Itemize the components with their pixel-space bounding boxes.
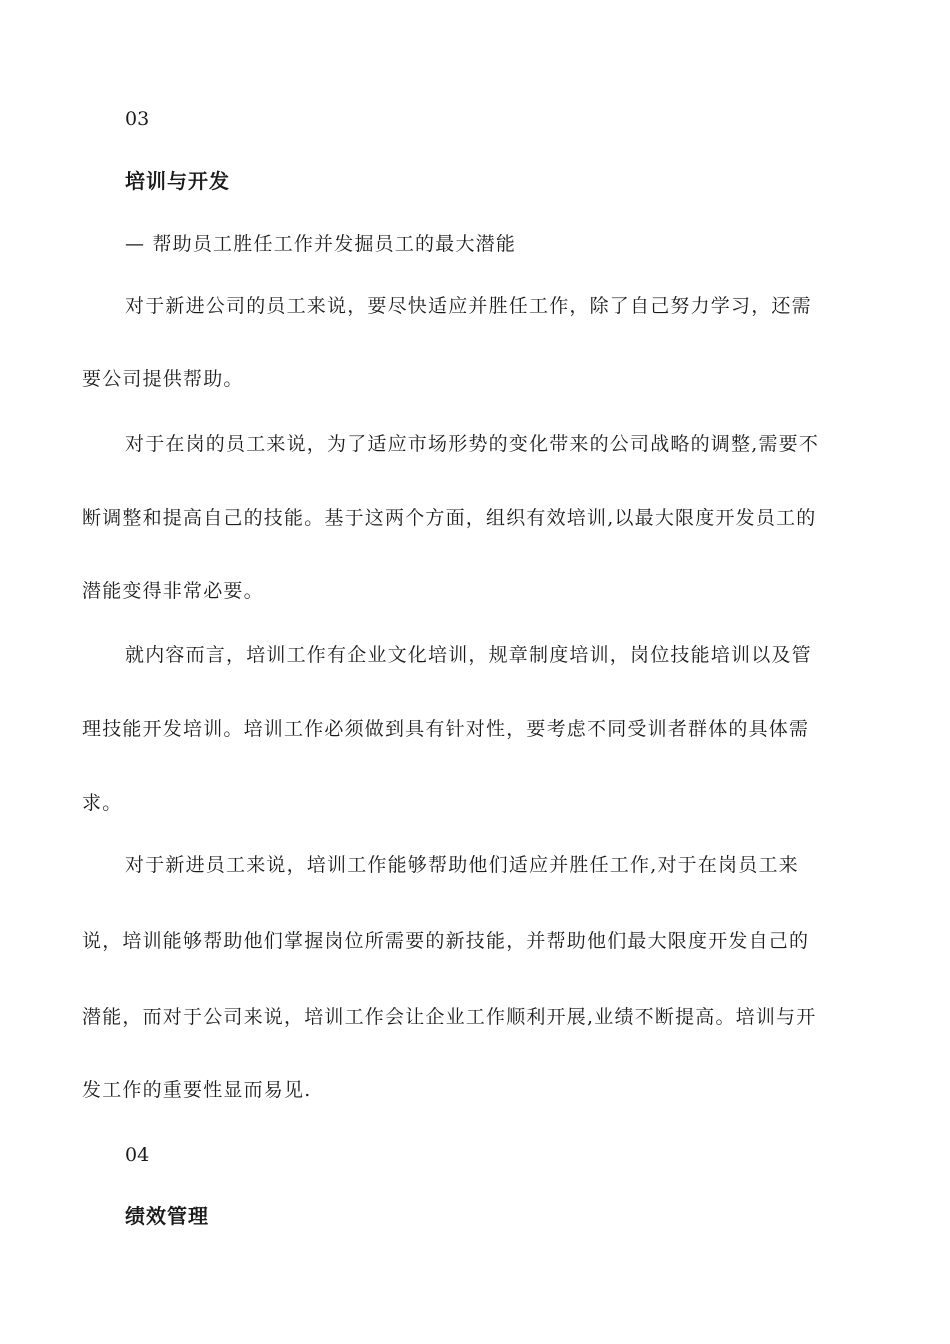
section-subtitle: — 帮助员工胜任工作并发掘员工的最大潜能 <box>125 233 517 255</box>
paragraph-line: 断调整和提高自己的技能。基于这两个方面，组织有效培训,以最大限度开发员工的 <box>82 507 817 529</box>
section-title: 培训与开发 <box>125 169 230 193</box>
paragraph-line: 要公司提供帮助。 <box>82 368 244 390</box>
paragraph-line: 对于在岗的员工来说，为了适应市场形势的变化带来的公司战略的调整,需要不 <box>125 433 820 455</box>
section-title: 绩效管理 <box>125 1204 209 1228</box>
paragraph-line: 发工作的重要性显而易见. <box>82 1079 312 1101</box>
paragraph-line: 对于新进员工来说，培训工作能够帮助他们适应并胜任工作,对于在岗员工来 <box>125 854 799 876</box>
paragraph-line: 说，培训能够帮助他们掌握岗位所需要的新技能，并帮助他们最大限度开发自己的 <box>82 930 810 952</box>
paragraph-line: 潜能变得非常必要。 <box>82 580 264 602</box>
section-number: 03 <box>125 108 150 130</box>
section-number: 04 <box>125 1144 150 1166</box>
paragraph-line: 求。 <box>82 792 123 814</box>
paragraph-line: 对于新进公司的员工来说，要尽快适应并胜任工作，除了自己努力学习，还需 <box>125 295 812 317</box>
paragraph-line: 就内容而言，培训工作有企业文化培训，规章制度培训，岗位技能培训以及管 <box>125 644 812 666</box>
paragraph-line: 理技能开发培训。培训工作必须做到具有针对性，要考虑不同受训者群体的具体需 <box>82 718 810 740</box>
paragraph-line: 潜能，而对于公司来说，培训工作会让企业工作顺利开展,业绩不断提高。培训与开 <box>82 1006 817 1028</box>
